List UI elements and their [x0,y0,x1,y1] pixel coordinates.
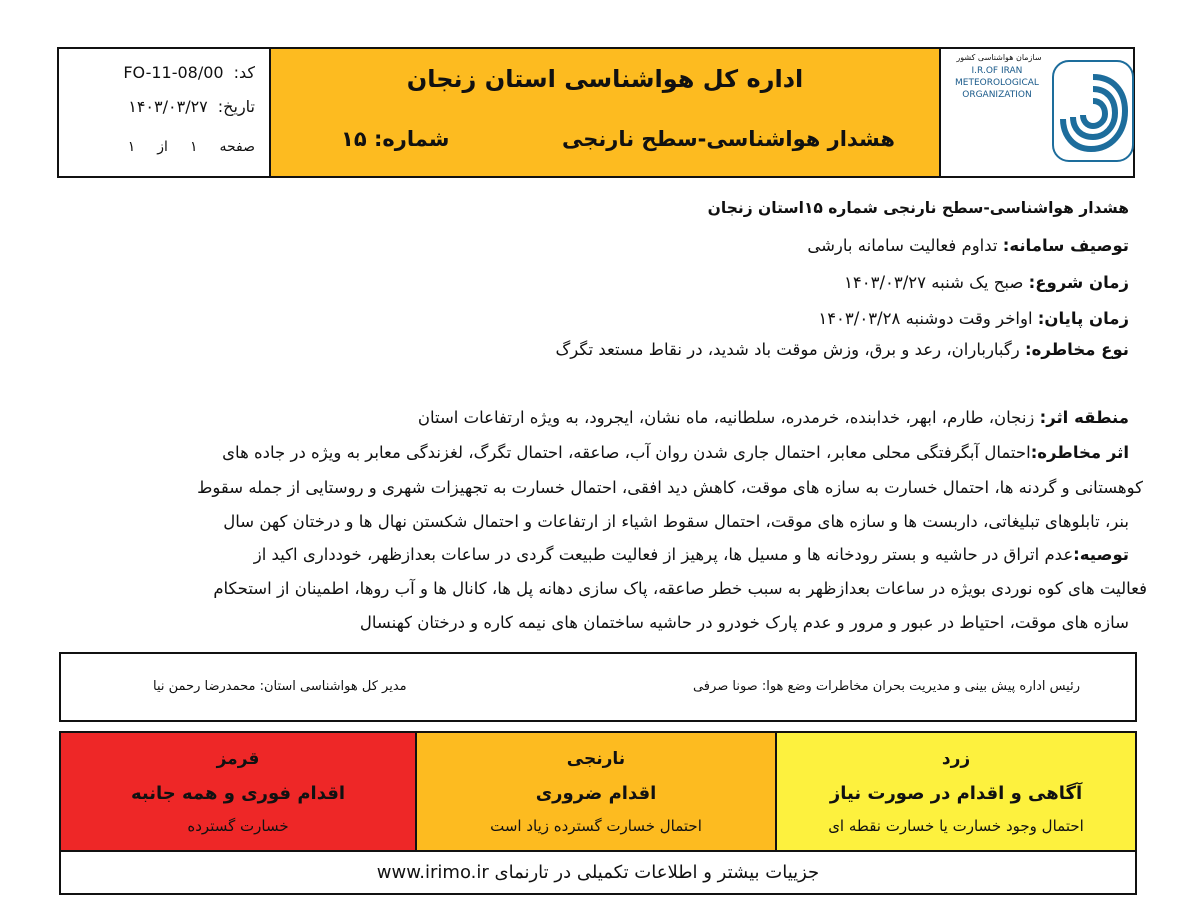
forecast-head-signature: رئیس اداره پیش بینی و مدیریت بحران مخاطرات وضع هوا: صونا صرفی [692,679,1080,694]
system-value: تداوم فعالیت سامانه بارشی [807,236,1003,255]
page-label: صفحه [219,139,255,155]
logo-en-line-2: METEOROLOGICAL [955,78,1039,88]
warning-number: شماره: ۱۵ [341,127,450,151]
signature-box [59,652,1137,722]
logo-en-line-1: I.R.OF IRAN [971,66,1023,76]
advice-line-3: سازه های موقت، احتیاط در عبور و مرور و عدم پارک خودرو در حاشیه ساختمان های نیمه کاره و درختان کهنسال [359,613,1129,632]
page-row [128,139,255,155]
page-total: ۱ [127,139,136,155]
advice-row-1 [254,545,1129,564]
hazard-label: نوع مخاطره: [1024,340,1129,359]
director-signature: مدیر کل هواشناسی استان: محمدرضا رحمن نیا [153,679,407,694]
area-value: زنجان، طارم، ابهر، خدابنده، خرمدره، سلطانیه، ماه نشان، ایجرود، به ویژه ارتفاعات استان [417,408,1040,427]
system-row [807,236,1129,255]
logo-en-text [955,65,1039,101]
hazard-value: رگبارباران، رعد و برق، وزش موقت باد شدید، در نقاط مستعد تگرگ [555,340,1025,359]
warning-title: هشدار هواشناسی-سطح نارنجی [562,127,895,151]
document-meta [59,49,271,176]
level-orange [417,733,777,850]
end-label: زمان پایان: [1037,309,1129,328]
effect-row-1 [222,443,1129,462]
code-row [123,63,255,82]
date-value: ۱۴۰۳/۰۳/۲۷ [128,97,208,116]
logo-block [941,49,1133,176]
hazard-row [556,340,1129,359]
effect-line-1: احتمال آبگرفتگی محلی معابر، احتمال جاری شدن روان آب، صاعقه، احتمال تگرگ، لغزندگی معابر به ویژه در جاده های [222,443,1031,462]
advice-line-1: عدم اتراق در حاشیه و بستر رودخانه ها و مسیل ها، پرهیز از فعالیت طبیعت گردی در ساعات بعدازظهر، خودداری اکید از [253,545,1074,564]
level-yellow-name: زرد [941,749,971,769]
level-yellow-action: آگاهی و اقدام در صورت نیاز [829,783,1083,804]
level-yellow [777,733,1135,850]
document-header [57,47,1135,178]
level-red-action: اقدام فوری و همه جانبه [130,783,346,804]
area-label: منطقه اثر: [1039,408,1129,427]
end-row [818,309,1129,328]
system-label: توصیف سامانه: [1002,236,1129,255]
subject-line: هشدار هواشناسی-سطح نارنجی شماره ۱۵استان زنجان [707,199,1129,217]
website-footer: جزییات بیشتر و اطلاعات تکمیلی در تارنمای www.irimo.ir [61,850,1135,895]
level-orange-desc: احتمال خسارت گسترده زیاد است [490,817,702,835]
advice-line-2: فعالیت های کوه نوردی بویژه در ساعات بعدازظهر به سبب خطر صاعقه، پاک سازی دهانه پل ها، کانال ها و آب روها، اطمینان از استحکام [213,579,1147,598]
page-number: ۱ [189,139,198,155]
date-label: تاریخ: [217,97,255,116]
advice-label: توصیه: [1073,545,1129,564]
title-block [271,49,941,176]
level-red [61,733,417,850]
page-of: از [157,139,168,155]
logo-en-line-3: ORGANIZATION [962,90,1032,100]
code-value: FO-11-08/00 [123,63,224,82]
warning-levels-table [59,731,1137,895]
effect-label: اثر مخاطره: [1030,443,1129,462]
area-row [418,408,1129,427]
level-orange-name: نارنجی [566,749,626,769]
start-label: زمان شروع: [1028,273,1129,292]
level-yellow-desc: احتمال وجود خسارت یا خسارت نقطه ای [828,817,1084,835]
level-red-desc: خسارت گسترده [187,817,289,835]
end-value: اواخر وقت دوشنبه ۱۴۰۳/۰۳/۲۸ [818,309,1038,328]
date-row [128,97,255,116]
start-value: صبح یک شنبه ۱۴۰۳/۰۳/۲۷ [844,273,1029,292]
level-red-name: قرمز [216,749,260,769]
effect-line-2: کوهستانی و گردنه ها، احتمال خسارت به سازه های موقت، کاهش دید افقی، احتمال خسارت به تجهیزات شهری و روستایی از جمله سقوط [197,478,1143,497]
level-orange-action: اقدام ضروری [535,783,657,804]
logo-fa-text: سازمان هواشناسی کشور [956,53,1042,62]
start-row [844,273,1129,292]
code-label: کد: [233,63,255,82]
effect-line-3: بنر، تابلوهای تبلیغاتی، داربست ها و سازه های موقت، احتمال سقوط اشیاء از ارتفاعات و احتمال شکستن نهال ها و درختان کهن سال [223,512,1129,531]
org-title: اداره کل هواشناسی استان زنجان [406,65,804,93]
irimo-logo-icon [1051,57,1135,167]
